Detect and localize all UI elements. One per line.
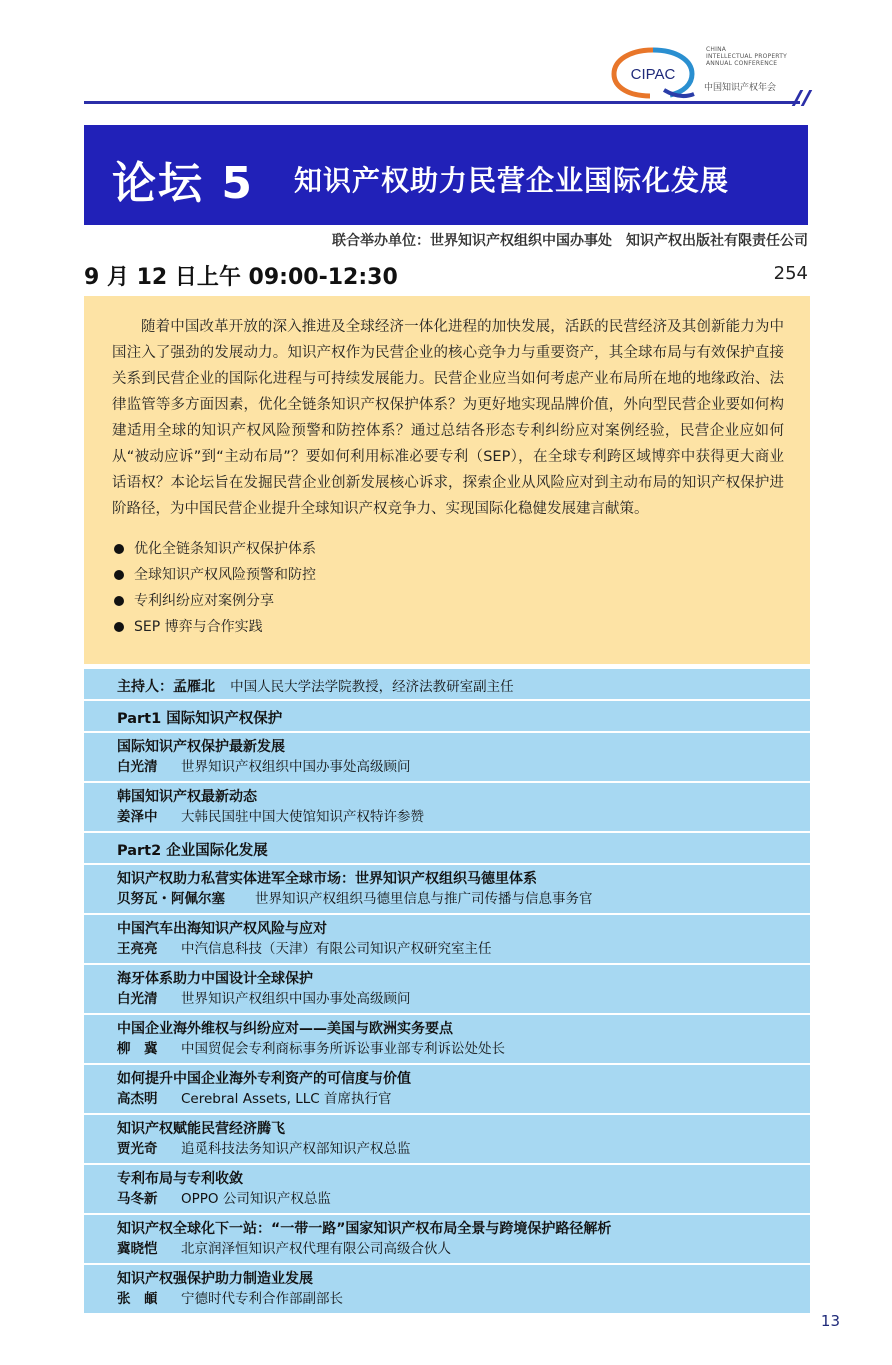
agenda — [84, 669, 810, 1315]
forum-number: 论坛 5 — [112, 158, 254, 209]
organizers: 联合举办单位：世界知识产权组织中国办事处 知识产权出版社有限责任公司 — [332, 233, 808, 249]
talk-title: 知识产权助力私营实体进军全球市场：世界知识产权组织马德里体系 — [117, 871, 537, 887]
part1-header: Part1 国际知识产权保护 — [84, 701, 810, 733]
talk-title: 海牙体系助力中国设计全球保护 — [117, 971, 313, 987]
speaker-affiliation: 大韩民国驻中国大使馆知识产权特许参赞 — [181, 809, 424, 825]
header-rule — [84, 101, 800, 104]
room-number: 254 — [773, 263, 808, 284]
speaker-name: 柳 冀 — [117, 1041, 158, 1057]
session-datetime: 9 月 12 日上午 09:00-12:30 — [84, 265, 398, 290]
talk-title: 如何提升中国企业海外专利资产的可信度与价值 — [117, 1071, 411, 1087]
intro-box — [84, 296, 810, 664]
speaker-name: 白光清 — [117, 991, 158, 1007]
header-slash — [801, 90, 813, 106]
forum-title: 知识产权助力民营企业国际化发展 — [294, 164, 730, 197]
topic-list — [112, 536, 784, 640]
intro-paragraph: 随着中国改革开放的深入推进及全球经济一体化进程的加快发展，活跃的民营经济及其创新能力为中国注入了强劲的发展动力。知识产权作为民营企业的核心竞争力与重要资产，其全球布局与有效保护直接关系到民营企业的国际化进程与可持续发展能力。民营企业应当如何考虑产业布局所在地的地缘政治、法律监管等多方面因素，优化全链条知识产权保护体系？为更好地实现品牌价值，外向型民营企业要如何构建适用全球的知识产权风险预警和防控体系？通过总结各形态专利纠纷应对案例经验，民营企业应如何从“被动应诉”到“主动布局”？要如何利用标准必要专利（SEP），在全球专利跨区域博弈中获得更大商业话语权？本论坛旨在发掘民营企业创新发展核心诉求，探索企业从风险应对到主动布局的知识产权保护进阶路径，为中国民营企业提升全球知识产权竞争力、实现国际化稳健发展建言献策。 — [112, 319, 784, 517]
forum-banner — [84, 125, 808, 225]
talk-title: 知识产权全球化下一站：“一带一路”国家知识产权布局全景与跨境保护路径解析 — [117, 1221, 612, 1237]
agenda-row — [84, 1065, 810, 1115]
cipac-logo — [608, 46, 698, 100]
speaker-name: 王亮亮 — [117, 941, 158, 957]
talk-title: 韩国知识产权最新动态 — [117, 789, 257, 805]
list-item: SEP 博弈与合作实践 — [112, 614, 784, 640]
speaker-affiliation: 中国贸促会专利商标事务所诉讼事业部专利诉讼处处长 — [181, 1041, 505, 1057]
speaker-affiliation: 世界知识产权组织中国办事处高级顾问 — [181, 991, 411, 1007]
talk-title: 中国企业海外维权与纠纷应对——美国与欧洲实务要点 — [117, 1021, 453, 1037]
agenda-row — [84, 1165, 810, 1215]
speaker-affiliation: 中汽信息科技（天津）有限公司知识产权研究室主任 — [181, 941, 492, 957]
talk-title: 国际知识产权保护最新发展 — [117, 739, 285, 755]
page-number: 13 — [820, 1312, 840, 1330]
speaker-affiliation: 世界知识产权组织马德里信息与推广司传播与信息事务官 — [255, 891, 593, 907]
talk-title: 中国汽车出海知识产权风险与应对 — [117, 921, 327, 937]
agenda-row — [84, 1015, 810, 1065]
logo-chinese-text: 中国知识产权年会 — [704, 83, 777, 93]
speaker-name: 高杰明 — [117, 1091, 158, 1107]
agenda-row — [84, 865, 810, 915]
speaker-name: 贝努瓦・阿佩尔塞 — [117, 891, 225, 907]
speaker-name: 白光清 — [117, 759, 158, 775]
speaker-name: 张 頔 — [117, 1291, 158, 1307]
talk-title: 专利布局与专利收敛 — [117, 1171, 243, 1187]
agenda-row — [84, 783, 810, 833]
host-title: 中国人民大学法学院教授，经济法教研室副主任 — [230, 679, 514, 695]
talk-title: 知识产权赋能民营经济腾飞 — [117, 1121, 285, 1137]
svg-text:CIPAC: CIPAC — [630, 66, 676, 83]
list-item: 优化全链条知识产权保护体系 — [112, 536, 784, 562]
agenda-row — [84, 1265, 810, 1315]
agenda-row — [84, 915, 810, 965]
logo-english-text: CHINA INTELLECTUAL PROPERTY ANNUAL CONFERENCE — [706, 46, 787, 67]
agenda-row — [84, 1215, 810, 1265]
speaker-affiliation: Cerebral Assets, LLC 首席执行官 — [181, 1091, 392, 1107]
speaker-affiliation: 追觅科技法务知识产权部知识产权总监 — [181, 1141, 411, 1157]
list-item: 专利纠纷应对案例分享 — [112, 588, 784, 614]
host-name: 主持人：孟雁北 — [117, 679, 215, 695]
agenda-row — [84, 733, 810, 783]
speaker-name: 马冬新 — [117, 1191, 158, 1207]
speaker-affiliation: 北京润泽恒知识产权代理有限公司高级合伙人 — [181, 1241, 451, 1257]
speaker-affiliation: OPPO 公司知识产权总监 — [181, 1191, 331, 1207]
agenda-row — [84, 965, 810, 1015]
speaker-affiliation: 宁德时代专利合作部副部长 — [181, 1291, 343, 1307]
part2-header: Part2 企业国际化发展 — [84, 833, 810, 865]
speaker-name: 冀晓恺 — [117, 1241, 158, 1257]
list-item: 全球知识产权风险预警和防控 — [112, 562, 784, 588]
talk-title: 知识产权强保护助力制造业发展 — [117, 1271, 313, 1287]
speaker-name: 姜泽中 — [117, 809, 158, 825]
agenda-row — [84, 1115, 810, 1165]
host-row — [84, 669, 810, 701]
speaker-name: 贾光奇 — [117, 1141, 158, 1157]
speaker-affiliation: 世界知识产权组织中国办事处高级顾问 — [181, 759, 411, 775]
